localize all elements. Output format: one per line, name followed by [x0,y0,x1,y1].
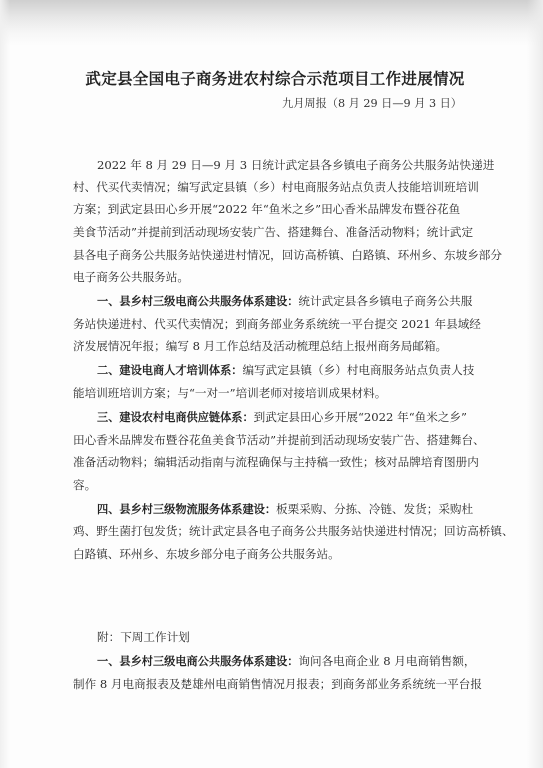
section-line: 准备活动物料；编辑活动指南与流程确保与主持稿一致性；核对品牌培育图册内 [73,455,479,469]
section-first-line [97,501,473,518]
section-first-line [97,409,467,426]
section-heading: 二、建设电商人才培训体系： [97,364,243,377]
section-first-line [97,293,472,310]
appendix-heading: 一、县乡村三级电商公共服务体系建设： [97,655,299,668]
appendix-label: 附：下周工作计划 [97,630,190,644]
document-subtitle: 九月周报（8 月 29 日—9 月 3 日） [282,97,462,110]
scan-shadow-left [0,0,10,768]
section-line: 白路镇、环州乡、东坡乡部分电子商务公共服务站。 [73,547,340,561]
section-heading: 三、建设农村电商供应链体系： [97,411,254,424]
appendix-line: 制作 8 月电商报表及楚雄州电商销售情况月报表；到商务部业务系统统一平台报 [73,677,482,691]
section-first-line [97,362,474,379]
section-line: 务站快递进村、代买代卖情况；到商务部业务系统统一平台提交 2021 年县域经 [73,317,481,331]
intro-line: 电子商务公共服务站。 [73,270,189,284]
appendix-first-line [97,653,475,670]
intro-line: 方案；到武定县田心乡开展“2022 年“鱼米之乡”田心香米品牌发布暨谷花鱼 [73,202,461,216]
section-text: 编写武定县镇（乡）村电商服务站点负责人技 [242,363,475,377]
intro-line: 县各电子商务公共服务站快递进村情况，回访高桥镇、白路镇、环州乡、东坡乡部分 [73,248,502,262]
section-text: 板栗采购、分拣、冷链、发货；采购杜 [276,502,474,516]
section-text: 统计武定县各乡镇电子商务公共服 [298,294,473,308]
section-line: 容。 [73,478,97,492]
intro-line: 2022 年 8 月 29 日—9 月 3 日统计武定县各乡镇电子商务公共服务站快递进 [97,158,495,172]
section-heading: 一、县乡村三级电商公共服务体系建设： [97,295,299,308]
section-line: 鸡、野生菌打包发货；统计武定县各电子商务公共服务站快递进村情况；回访高桥镇、 [73,524,514,538]
intro-line: 村、代买代卖情况；编写武定县镇（乡）村电商服务站点负责人技能培训班培训 [73,180,479,194]
intro-line: 美食节活动”并提前到活动现场安装广告、搭建舞台、准备活动物料；统计武定 [73,225,474,239]
section-heading: 四、县乡村三级物流服务体系建设： [97,503,277,516]
section-line: 济发展情况年报；编写 8 月工作总结及活动梳理总结上报州商务局邮箱。 [73,339,448,353]
appendix-text: 询问各电商企业 8 月电商销售额， [298,654,476,668]
section-line: 能培训班培训方案；与“一对一”培训老师对接培训成果材料。 [73,386,387,400]
scan-shadow-top [0,0,543,46]
section-line: 田心香米品牌发布暨谷花鱼美食节活动”并提前到活动现场安装广告、搭建舞台、 [73,433,485,447]
document-title: 武定县全国电子商务进农村综合示范项目工作进展情况 [85,70,465,88]
section-text: 到武定县田心乡开展“2022 年“鱼米之乡” [253,410,467,424]
scan-shadow-right [527,0,543,768]
